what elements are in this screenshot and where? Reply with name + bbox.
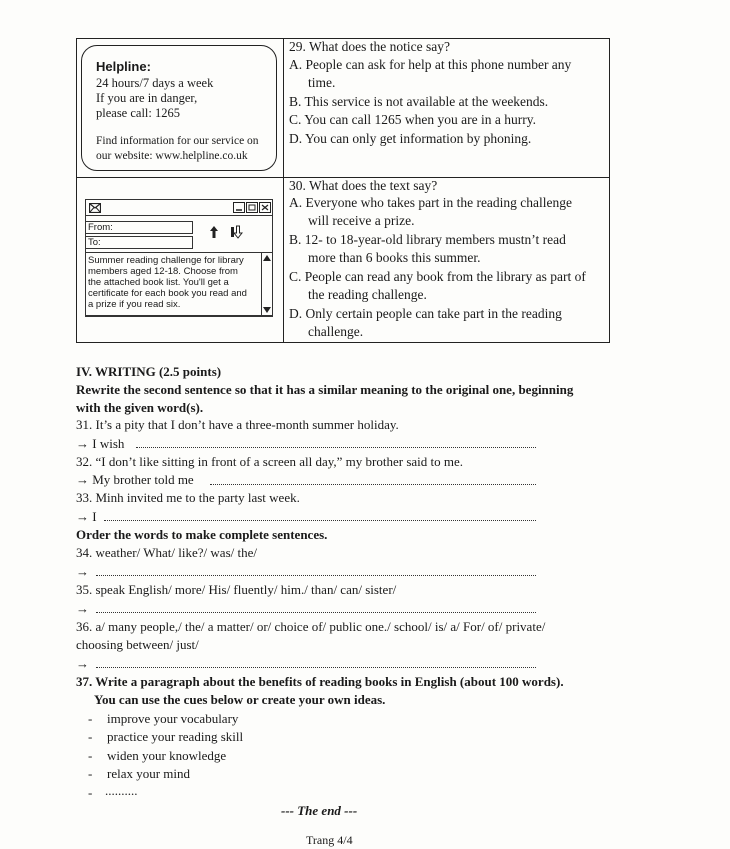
q29-option-a: A. People can ask for help at this phone number any	[289, 57, 572, 72]
q32-answer-line	[210, 484, 536, 485]
q37-instruction: You can use the cues below or create your own ideas.	[94, 692, 386, 707]
q30-option-c-cont: the reading challenge.	[308, 287, 427, 302]
q30-option-c: C. People can read any book from the library as part of	[289, 269, 586, 284]
cue-dash: -	[88, 711, 93, 726]
q33-start: → I	[76, 509, 97, 524]
email-body-line5: a prize if you read six.	[88, 299, 181, 310]
q31-prompt: 31. It’s a pity that I don’t have a three-month summer holiday.	[76, 417, 399, 432]
rewrite-instruction-cont: with the given word(s).	[76, 400, 204, 415]
q30-option-a: A. Everyone who takes part in the reading challenge	[289, 195, 573, 210]
order-heading: Order the words to make complete sentences.	[76, 527, 328, 542]
cue-more: ..........	[105, 783, 138, 798]
q36-answer-line	[96, 667, 536, 668]
q30-option-d-cont: challenge.	[308, 324, 364, 339]
q32-start: → My brother told me	[76, 472, 194, 487]
q29-option-b: B. This service is not available at the weekends.	[289, 94, 549, 109]
q37-prompt: 37. Write a paragraph about the benefits of reading books in English (about 100 words).	[76, 674, 564, 689]
table-divider-vertical	[283, 39, 284, 342]
notice-hours: 24 hours/7 days a week	[96, 76, 214, 90]
cue-item: widen your knowledge	[107, 748, 227, 763]
q36-prompt-cont: choosing between/ just/	[76, 637, 199, 652]
notice-info: Find information for our service on	[96, 135, 259, 147]
envelope-icon	[89, 203, 101, 213]
q34-arrow: →	[76, 564, 89, 579]
q31-start: → I wish	[76, 436, 125, 451]
q34-answer-line	[96, 575, 536, 576]
q30-option-d: D. Only certain people can take part in the reading	[289, 306, 562, 321]
q30-option-b: B. 12- to 18-year-old library members mustn’t read	[289, 232, 566, 247]
cue-dash: -	[88, 785, 93, 800]
notice-title: Helpline:	[96, 59, 151, 74]
arrows-icon	[209, 225, 243, 239]
q30-option-a-cont: will receive a prize.	[308, 213, 415, 228]
writing-heading: IV. WRITING (2.5 points)	[76, 364, 222, 379]
rewrite-instruction: Rewrite the second sentence so that it has a similar meaning to the original one, beginning	[76, 382, 574, 397]
cue-dash: -	[88, 766, 93, 781]
q33-prompt: 33. Minh invited me to the party last week.	[76, 490, 300, 505]
q29-option-d: D. You can only get information by phoning.	[289, 131, 532, 146]
helpline-notice	[81, 45, 277, 171]
q31-answer-line	[136, 447, 536, 448]
q30-stem: 30. What does the text say?	[289, 178, 438, 193]
q32-prompt: 32. “I don’t like sitting in front of a screen all day,” my brother said to me.	[76, 454, 464, 469]
email-title-divider	[85, 215, 273, 216]
q35-answer-line	[96, 612, 536, 613]
email-to-label: To:	[88, 237, 101, 248]
email-window	[85, 199, 273, 317]
q29-option-a-cont: time.	[308, 75, 336, 90]
q35-arrow: →	[76, 601, 89, 616]
q30-option-b-cont: more than 6 books this summer.	[308, 250, 481, 265]
notice-danger: If you are in danger,	[96, 91, 198, 105]
email-body-line2: members aged 12-18. Choose from	[88, 266, 238, 277]
q33-answer-line	[104, 520, 536, 521]
q35-prompt: 35. speak English/ more/ His/ fluently/ him./ than/ can/ sister/	[76, 582, 397, 597]
email-body-line1: Summer reading challenge for library	[88, 255, 244, 266]
cue-item: improve your vocabulary	[107, 711, 239, 726]
end-marker: --- The end ---	[281, 803, 358, 818]
questions-table	[76, 38, 610, 343]
q29-stem: 29. What does the notice say?	[289, 39, 450, 54]
cue-item: practice your reading skill	[107, 729, 244, 744]
q36-prompt: 36. a/ many people,/ the/ a matter/ or/ choice of/ public one./ school/ is/ a/ For/ of/ private/	[76, 619, 546, 634]
email-from-label: From:	[88, 222, 113, 233]
scroll-up-icon	[263, 255, 271, 261]
window-controls-icon	[233, 202, 271, 213]
notice-website: our website: www.helpline.co.uk	[96, 150, 248, 162]
q29-option-c: C. You can call 1265 when you are in a hurry.	[289, 112, 536, 127]
email-to-field	[85, 236, 193, 249]
cue-dash: -	[88, 729, 93, 744]
email-body-line3: the attached book list. You'll get a	[88, 277, 229, 288]
q34-prompt: 34. weather/ What/ like?/ was/ the/	[76, 545, 257, 560]
scroll-down-icon	[263, 307, 271, 313]
page-number: Trang 4/4	[306, 833, 353, 847]
cue-item: relax your mind	[107, 766, 191, 781]
notice-phone: please call: 1265	[96, 106, 180, 120]
email-body-line4: certificate for each book you read and	[88, 288, 247, 299]
cue-dash: -	[88, 748, 93, 763]
q36-arrow: →	[76, 656, 89, 671]
